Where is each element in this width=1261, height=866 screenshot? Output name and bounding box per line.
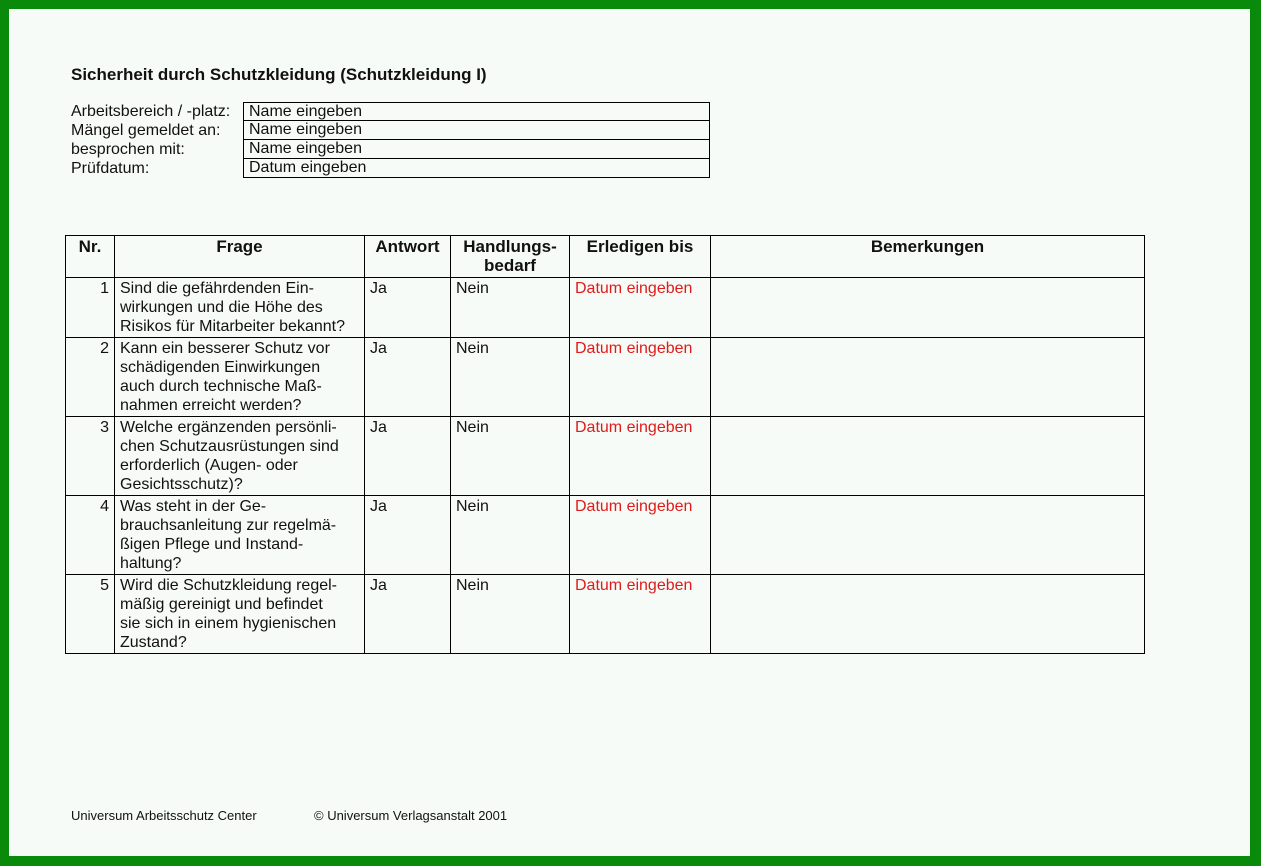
arbeitsbereich-field[interactable]: Name eingeben xyxy=(243,102,710,121)
table-row xyxy=(66,575,1145,654)
answer-cell[interactable]: Ja xyxy=(365,338,451,417)
table-row xyxy=(66,278,1145,338)
header-form xyxy=(71,102,710,178)
checklist-table xyxy=(65,235,1145,654)
action-needed-cell[interactable]: Nein xyxy=(451,575,570,654)
due-date-cell[interactable]: Datum eingeben xyxy=(570,496,711,575)
due-date-cell[interactable]: Datum eingeben xyxy=(570,338,711,417)
pruefdatum-field[interactable]: Datum eingeben xyxy=(243,159,710,178)
table-row xyxy=(66,417,1145,496)
question-text: Sind die gefährdenden Ein- wirkungen und die Höhe des Risikos für Mitarbeiter bekannt? xyxy=(115,278,365,338)
remarks-cell[interactable] xyxy=(711,496,1145,575)
header-bemerkungen: Bemerkungen xyxy=(711,236,1145,278)
row-number: 4 xyxy=(66,496,115,575)
besprochen-mit-field[interactable]: Name eingeben xyxy=(243,140,710,159)
table-row xyxy=(66,496,1145,575)
question-text: Welche ergänzenden persönli- chen Schutzausrüstungen sind erforderlich (Augen- oder Gesichtsschutz)? xyxy=(115,417,365,496)
form-row-arbeitsbereich xyxy=(71,102,710,121)
question-text: Wird die Schutzkleidung regel- mäßig gereinigt und befindet sie sich in einem hygienischen Zustand? xyxy=(115,575,365,654)
answer-cell[interactable]: Ja xyxy=(365,278,451,338)
footer-publisher: Universum Arbeitsschutz Center xyxy=(71,808,257,823)
row-number: 1 xyxy=(66,278,115,338)
form-label: Mängel gemeldet an: xyxy=(71,121,221,139)
header-handlungsbedarf: Handlungs- bedarf xyxy=(451,236,570,278)
answer-cell[interactable]: Ja xyxy=(365,496,451,575)
remarks-cell[interactable] xyxy=(711,575,1145,654)
row-number: 3 xyxy=(66,417,115,496)
action-needed-cell[interactable]: Nein xyxy=(451,278,570,338)
question-text: Kann ein besserer Schutz vor schädigenden Einwirkungen auch durch technische Maß- nahmen erreicht werden? xyxy=(115,338,365,417)
form-row-maengel xyxy=(71,121,710,140)
action-needed-cell[interactable]: Nein xyxy=(451,338,570,417)
table-header-row xyxy=(66,236,1145,278)
document-page xyxy=(9,9,1250,856)
header-erledigen-bis: Erledigen bis xyxy=(570,236,711,278)
document-title: Sicherheit durch Schutzkleidung (Schutzkleidung I) xyxy=(71,65,487,84)
remarks-cell[interactable] xyxy=(711,338,1145,417)
due-date-cell[interactable]: Datum eingeben xyxy=(570,575,711,654)
form-label: Prüfdatum: xyxy=(71,159,150,177)
header-nr: Nr. xyxy=(66,236,115,278)
remarks-cell[interactable] xyxy=(711,278,1145,338)
form-label: besprochen mit: xyxy=(71,140,185,158)
due-date-cell[interactable]: Datum eingeben xyxy=(570,417,711,496)
action-needed-cell[interactable]: Nein xyxy=(451,417,570,496)
question-text: Was steht in der Ge- brauchsanleitung zur regelmä- ßigen Pflege und Instand- haltung? xyxy=(115,496,365,575)
header-frage: Frage xyxy=(115,236,365,278)
footer-copyright: © Universum Verlagsanstalt 2001 xyxy=(314,808,508,823)
action-needed-cell[interactable]: Nein xyxy=(451,496,570,575)
remarks-cell[interactable] xyxy=(711,417,1145,496)
form-row-besprochen xyxy=(71,140,710,159)
form-row-pruefdatum xyxy=(71,159,710,178)
answer-cell[interactable]: Ja xyxy=(365,575,451,654)
header-antwort: Antwort xyxy=(365,236,451,278)
row-number: 5 xyxy=(66,575,115,654)
due-date-cell[interactable]: Datum eingeben xyxy=(570,278,711,338)
maengel-gemeldet-field[interactable]: Name eingeben xyxy=(243,121,710,140)
form-label: Arbeitsbereich / -platz: xyxy=(71,102,231,120)
row-number: 2 xyxy=(66,338,115,417)
answer-cell[interactable]: Ja xyxy=(365,417,451,496)
table-row xyxy=(66,338,1145,417)
